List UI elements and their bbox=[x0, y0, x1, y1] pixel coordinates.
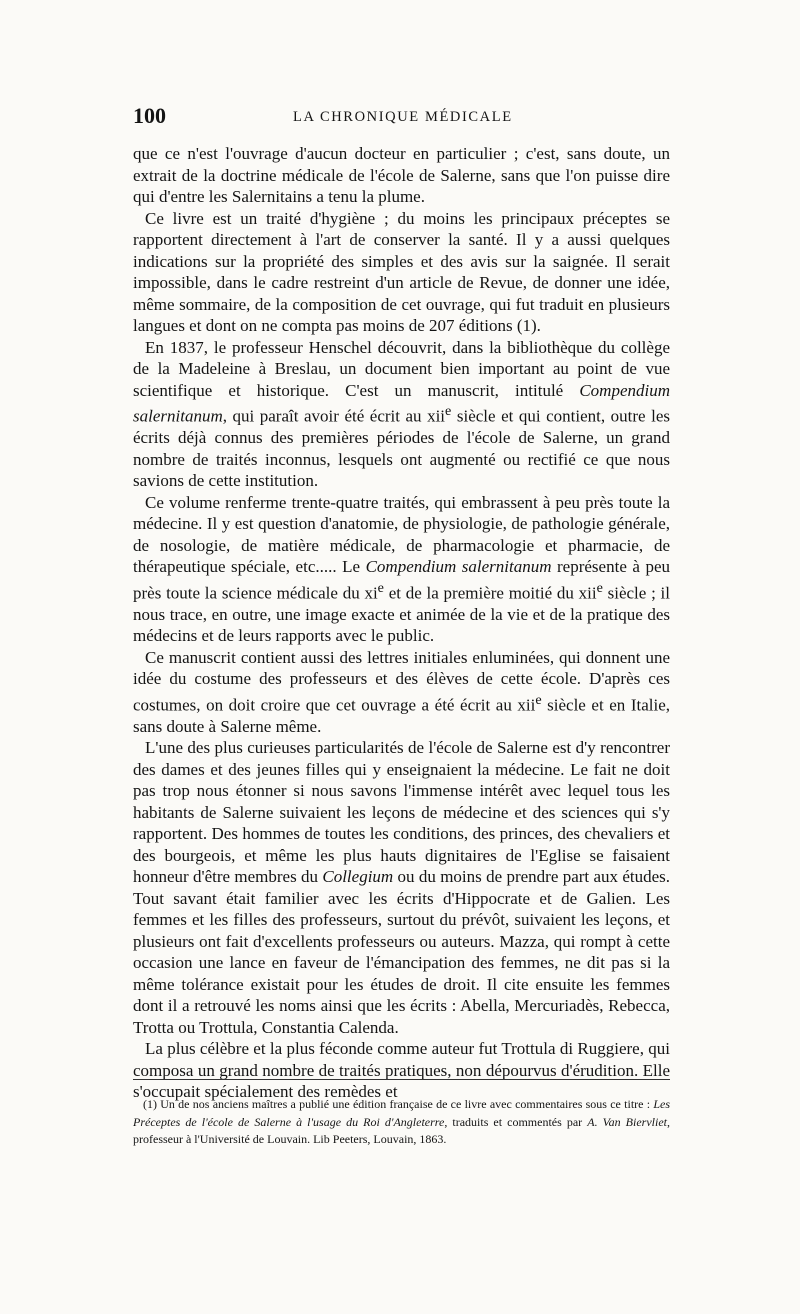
page-number: 100 bbox=[133, 103, 166, 128]
running-head: LA CHRONIQUE MÉDICALE bbox=[293, 109, 513, 125]
paragraph: L'une des plus curieuses particularités de l'école de Salerne est d'y rencontrer des dames et des jeunes filles qui y enseignaient la médecine. Le fait ne doit pas trop nous étonner si nous savons l'immense intérêt avec lequel tous les habitants de Salerne suivaient les leçons de médecine et des sciences qui s'y rapportent. Des hommes de toutes les conditions, des princes, des chevaliers et des bourgeois, et même les plus hauts dignitaires de l'Eglise se faisaient honneur d'être membres du Collegium ou du moins de prendre part aux études. Tout savant était familier avec les écrits d'Hippocrate et de Galien. Les femmes et les filles des professeurs, surtout du prévôt, suivaient les leçons, et plusieurs ont fait d'excellents professeurs ou auteurs. Mazza, qui rompt à cette occasion une lance en faveur de l'émancipation des femmes, ne dit pas si la même tolérance existait pour les études de droit. Il cite ensuite les femmes dont il a retrouvé les noms ainsi que les écrits : Abella, Mercuriadès, Rebecca, Trotta ou Trottula, Constantia Calenda. bbox=[133, 738, 670, 1037]
paragraph: que ce n'est l'ouvrage d'aucun docteur en particulier ; c'est, sans doute, un extrait de la doctrine médicale de l'école de Salerne, sans que l'on puisse dire qui d'entre les Salernitains a tenu la plume. bbox=[133, 144, 670, 206]
body-text bbox=[133, 143, 670, 1103]
footnote-text: (1) Un de nos anciens maîtres a publié une édition française de ce livre avec commentaires sous ce titre : Les Préceptes de l'école de Salerne à l'usage du Roi d'Angleterre, traduits et commentés par A. Van Biervliet, professeur à l'Université de Louvain. Lib Peeters, Louvain, 1863. bbox=[133, 1097, 670, 1146]
footnote bbox=[133, 1096, 670, 1149]
paragraph: Ce volume renferme trente-quatre traités, qui embrassent à peu près toute la médecine. Il y est question d'anatomie, de physiologie, de pathologie générale, de nosologie, de matière médicale, de pharmacologie et pharmacie, de thérapeutique spéciale, etc..... Le Compendium salernitanum représente à peu près toute la science médicale du $xi^e$ et de la première moitié du xii$^e$ siècle ; il nous trace, en outre, une image exacte et animée de la vie et de la pratique des médecins et de leurs rapports avec le public. bbox=[133, 492, 670, 646]
page-header bbox=[133, 103, 670, 131]
paragraph: En 1837, le professeur Henschel découvrit, dans la bibliothèque du collège de la Madeleine à Breslau, un document bien important au point de vue scientifique et historique. C'est un manuscrit, intitulé Compendium salernitanum, qui paraît avoir été écrit au xii$^e$ siècle et qui contient, outre les écrits déjà connus des premières périodes de l'école de Salerne, un grand nombre de traités inconnus, lesquels ont augmenté ou rectifié ce que nous savions de cette institution. bbox=[133, 337, 671, 491]
paragraph: Ce manuscrit contient aussi des lettres initiales enluminées, qui donnent une idée du costume des professeurs et des élèves de cette école. D'après ces costumes, on doit croire que cet ouvrage a été écrit au xii$^e$ siècle et en Italie, sans doute à Salerne même. bbox=[133, 647, 670, 736]
paragraph: La plus célèbre et la plus féconde comme auteur fut Trottula di Ruggiere, qui composa un grand nombre de traités pratiques, non dépourvus d'érudition. Elle s'occupait spécialement des remèdes et bbox=[133, 1039, 670, 1102]
paragraph: Ce livre est un traité d'hygiène ; du moins les principaux préceptes se rapportent directement à l'art de conserver la santé. Il y a aussi quelques indications sur la propriété des simples et des avis sur la saignée. Il serait impossible, dans le cadre restreint d'un article de Revue, de donner une idée, même sommaire, de la composition de cet ouvrage, qui fut traduit en plusieurs langues et dont on ne compta pas moins de 207 éditions (1). bbox=[133, 208, 670, 335]
footnote-rule bbox=[133, 1079, 670, 1080]
